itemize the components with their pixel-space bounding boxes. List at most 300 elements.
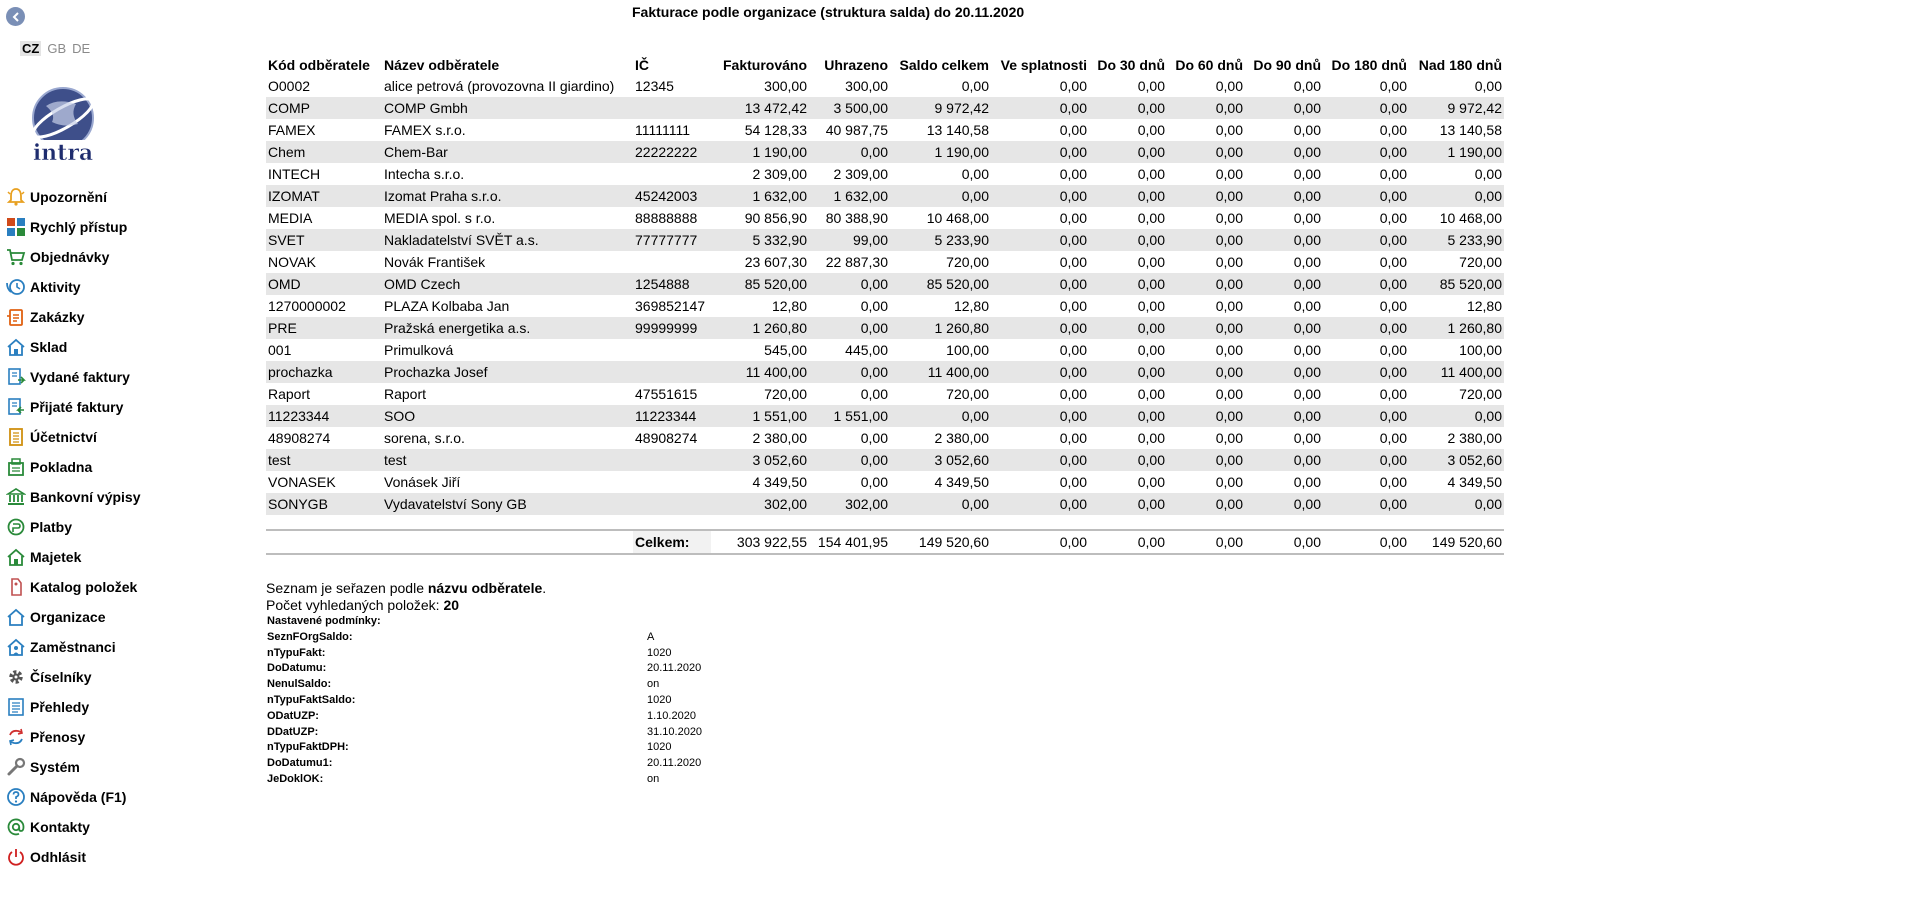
table-cell: Vonásek Jiří (384, 474, 461, 490)
table-cell: 0,00 (1409, 493, 1504, 515)
column-header[interactable]: Do 30 dnů (1097, 56, 1165, 73)
condition-value: 1020 (647, 646, 672, 659)
ledger-icon (5, 426, 27, 448)
table-cell: 1 190,00 (711, 141, 809, 163)
sidebar-item-prenosy[interactable] (0, 722, 240, 752)
table-cell: 99999999 (633, 317, 711, 339)
table-cell: 47551615 (635, 386, 698, 402)
table-cell (633, 471, 711, 493)
sidebar-item-label: Majetek (30, 549, 82, 565)
report-area (266, 54, 1504, 555)
condition-key: DoDatumu: (267, 662, 327, 675)
count-info (266, 597, 546, 614)
sidebar-item-rychly-pristup[interactable] (0, 212, 240, 242)
table-cell: 0,00 (1215, 254, 1243, 270)
table-cell: 720,00 (1459, 386, 1502, 402)
table-cell: 9 972,42 (1409, 97, 1504, 119)
table-cell: 0,00 (809, 361, 890, 383)
sidebar-item-aktivity[interactable] (0, 272, 240, 302)
table-cell: 22222222 (633, 141, 711, 163)
table-cell: 2 380,00 (1447, 430, 1502, 446)
table-cell: 0,00 (991, 229, 1089, 251)
table-cell: 0,00 (1059, 298, 1087, 314)
table-cell: 0,00 (1215, 166, 1243, 182)
table-cell: 0,00 (1379, 342, 1407, 358)
table-cell: 720,00 (764, 386, 807, 402)
table-cell: 80 388,90 (825, 210, 888, 226)
table-cell: 0,00 (860, 474, 888, 490)
table-header-row (266, 54, 1504, 75)
sidebar-item-kontakty[interactable] (0, 812, 240, 842)
table-cell: 0,00 (1059, 122, 1087, 138)
table-cell: 11111111 (635, 122, 691, 138)
table-cell: 1 260,80 (1409, 317, 1504, 339)
sidebar-item-napoveda[interactable] (0, 782, 240, 812)
sidebar-item-odhlasit[interactable] (0, 842, 240, 872)
table-cell: 0,00 (1059, 166, 1087, 182)
table-cell: 0,00 (1059, 386, 1087, 402)
table-cell: 0,00 (1167, 405, 1245, 427)
table-cell: COMP (266, 97, 382, 119)
sidebar-item-vydane-faktury[interactable] (0, 362, 240, 392)
table-cell: 0,00 (1379, 298, 1407, 314)
sidebar-item-label: Aktivity (30, 279, 81, 295)
condition-key: nTypuFakt: (267, 646, 326, 659)
table-cell: 22 887,30 (825, 254, 888, 270)
table-cell: 12,80 (771, 298, 807, 314)
table-cell: 0,00 (1137, 342, 1165, 358)
language-de[interactable]: DE (72, 41, 91, 56)
table-cell: 2 380,00 (934, 430, 989, 446)
sidebar-item-prehledy[interactable] (0, 692, 240, 722)
table-cell: 720,00 (1459, 254, 1502, 270)
table-cell: test (382, 449, 633, 471)
table-cell: 12,80 (1466, 298, 1502, 314)
table-cell (633, 361, 711, 383)
table-cell: 88888888 (635, 210, 698, 226)
sidebar-item-upozorneni[interactable] (0, 182, 240, 212)
table-cell: FAMEX (268, 122, 316, 138)
table-cell: 0,00 (1059, 210, 1087, 226)
table-cell: 99,00 (809, 229, 890, 251)
table-cell: 0,00 (1323, 97, 1409, 119)
power-icon (5, 846, 27, 868)
column-header[interactable]: IČ (635, 56, 649, 73)
employees-icon (5, 636, 27, 658)
conditions-title: Nastavené podmínky: (267, 615, 381, 627)
table-cell: 0,00 (1245, 141, 1323, 163)
sidebar-item-label: Katalog položek (30, 579, 138, 595)
column-header[interactable]: Saldo celkem (899, 56, 989, 73)
table-cell: 0,00 (961, 78, 989, 94)
total-value: 154 401,95 (817, 534, 888, 550)
column-header[interactable]: Název odběratele (384, 56, 500, 73)
totals-spacer (382, 531, 633, 553)
table-cell: 0,00 (1293, 298, 1321, 314)
sidebar-item-organizace[interactable] (0, 602, 240, 632)
condition-row (267, 661, 702, 677)
table-cell: 545,00 (764, 342, 807, 358)
table-cell: 0,00 (890, 493, 991, 515)
table-cell: 300,00 (764, 78, 807, 94)
sidebar-item-label: Objednávky (30, 249, 110, 265)
table-cell: 0,00 (1215, 210, 1243, 226)
sidebar-item-label: Vydané faktury (30, 369, 130, 385)
sidebar-item-pokladna[interactable] (0, 452, 240, 482)
help-icon (5, 786, 27, 808)
table-cell: 12,80 (953, 298, 989, 314)
table-cell: 0,00 (1245, 449, 1323, 471)
table-cell: 0,00 (1059, 254, 1087, 270)
table-cell: 445,00 (845, 342, 888, 358)
condition-value: 1020 (647, 741, 672, 754)
table-cell: 3 052,60 (711, 449, 809, 471)
sidebar-item-label: Přenosy (30, 729, 86, 745)
table-cell: 1 551,00 (809, 405, 890, 427)
table-cell (633, 493, 711, 515)
divider (266, 553, 1504, 555)
table-cell: 0,00 (1137, 430, 1165, 446)
table-cell: 40 987,75 (825, 122, 888, 138)
sidebar-item-zakazky[interactable] (0, 302, 240, 332)
table-cell: 11 400,00 (890, 361, 991, 383)
condition-value: 31.10.2020 (647, 725, 703, 738)
conditions-list (267, 614, 702, 788)
table-cell: 0,00 (1379, 166, 1407, 182)
table-cell: 0,00 (1167, 317, 1245, 339)
table-cell: 0,00 (1215, 122, 1243, 138)
table-cell: 0,00 (1379, 210, 1407, 226)
table-cell: OMD Czech (382, 273, 633, 295)
sidebar-item-platby[interactable] (0, 512, 240, 542)
sidebar-item-objednavky[interactable] (0, 242, 240, 272)
condition-key: nTypuFaktSaldo: (267, 693, 356, 706)
condition-row (267, 646, 702, 662)
total-value: 0,00 (1137, 534, 1165, 550)
house-icon (5, 336, 27, 358)
table-cell: 48908274 (635, 430, 698, 446)
table-cell: 0,00 (1215, 342, 1243, 358)
table-cell: 0,00 (1089, 97, 1167, 119)
at-icon (5, 816, 27, 838)
language-gb[interactable]: GB (47, 41, 67, 56)
organization-icon (5, 606, 27, 628)
table-cell: 0,00 (1323, 493, 1409, 515)
table-cell: 4 349,50 (752, 474, 807, 490)
table-cell: 85 520,00 (890, 273, 991, 295)
table-cell: Nakladatelství SVĚT a.s. (382, 229, 633, 251)
table-cell: 0,00 (1245, 273, 1323, 295)
table-cell: Izomat Praha s.r.o. (382, 185, 633, 207)
sidebar-item-label: Organizace (30, 609, 106, 625)
table-row[interactable] (266, 119, 1504, 141)
table-row[interactable] (266, 427, 1504, 449)
sidebar-item-bankovni-vypisy[interactable] (0, 482, 240, 512)
table-row[interactable] (266, 229, 1504, 251)
total-value: 149 520,60 (1431, 534, 1502, 550)
table-cell: 1 632,00 (711, 185, 809, 207)
sidebar-item-label: Přijaté faktury (30, 399, 124, 415)
condition-value: on (647, 678, 660, 691)
totals-row (266, 531, 1504, 553)
sidebar-item-label: Účetnictví (30, 429, 97, 445)
cashbox-icon (5, 456, 27, 478)
table-cell: 54 128,33 (744, 122, 807, 138)
sidebar-item-label: Upozornění (30, 189, 107, 205)
table-cell: 0,00 (1089, 229, 1167, 251)
language-cz[interactable]: CZ (22, 41, 40, 56)
table-cell: 0,00 (809, 317, 890, 339)
table-cell: Novák František (384, 254, 486, 270)
wrench-icon (5, 756, 27, 778)
table-cell: 0,00 (1323, 273, 1409, 295)
table-cell: 0,00 (809, 449, 890, 471)
table-cell: 0,00 (1323, 405, 1409, 427)
table-cell: 720,00 (946, 254, 989, 270)
table-row[interactable] (266, 273, 1504, 295)
sidebar-item-label: Odhlásit (30, 849, 87, 865)
condition-value: 20.11.2020 (647, 757, 702, 770)
column-header[interactable]: Fakturováno (722, 56, 807, 73)
table-cell: MEDIA (268, 210, 313, 226)
table-cell: PRE (266, 317, 382, 339)
table-cell (633, 163, 711, 185)
bank-icon (5, 486, 27, 508)
table-cell (633, 339, 711, 361)
column-header[interactable]: Uhrazeno (824, 56, 888, 73)
salda-table (266, 54, 1504, 515)
table-cell: 0,00 (991, 405, 1089, 427)
table-row[interactable] (266, 75, 1504, 97)
table-cell: 11223344 (266, 405, 382, 427)
table-cell: 0,00 (890, 405, 991, 427)
table-row[interactable] (266, 405, 1504, 427)
sort-key: názvu odběratele (427, 580, 543, 596)
table-cell: 0,00 (1089, 185, 1167, 207)
table-cell: 0,00 (991, 141, 1089, 163)
table-cell: 0,00 (1089, 493, 1167, 515)
sidebar-item-zamestnanci[interactable] (0, 632, 240, 662)
sidebar-item-ciselniky[interactable] (0, 662, 240, 692)
table-cell: Chem-Bar (382, 141, 633, 163)
table-cell: 0,00 (991, 493, 1089, 515)
property-icon (5, 546, 27, 568)
table-row[interactable] (266, 361, 1504, 383)
table-cell: 0,00 (1323, 317, 1409, 339)
sidebar-item-system[interactable] (0, 752, 240, 782)
table-cell: Primulková (384, 342, 454, 358)
table-cell: 0,00 (1293, 210, 1321, 226)
table-cell: 3 500,00 (809, 97, 890, 119)
table-cell: Vydavatelství Sony GB (382, 493, 633, 515)
condition-key: JeDoklOK: (267, 772, 324, 785)
table-cell: 0,00 (1293, 386, 1321, 402)
sidebar-item-label: Bankovní výpisy (30, 489, 141, 505)
table-cell: Pražská energetika a.s. (382, 317, 633, 339)
table-row[interactable] (266, 471, 1504, 493)
table-cell: 0,00 (1245, 97, 1323, 119)
total-value: 0,00 (1379, 534, 1407, 550)
table-cell: 1 190,00 (890, 141, 991, 163)
table-cell: 0,00 (1409, 405, 1504, 427)
total-value: 0,00 (1215, 534, 1243, 550)
table-cell: 0,00 (1059, 342, 1087, 358)
table-cell: 0,00 (1167, 449, 1245, 471)
table-cell: 0,00 (1089, 317, 1167, 339)
table-cell: 369852147 (635, 298, 706, 314)
table-row[interactable] (266, 185, 1504, 207)
column-header[interactable]: Nad 180 dnů (1418, 56, 1502, 73)
condition-row (267, 756, 702, 772)
table-cell: FAMEX s.r.o. (384, 122, 466, 138)
summary-notes (266, 580, 546, 614)
table-cell: 0,00 (991, 361, 1089, 383)
table-cell: 0,00 (1293, 430, 1321, 446)
table-cell: SONYGB (266, 493, 382, 515)
sidebar-item-sklad[interactable] (0, 332, 240, 362)
bell-icon (5, 186, 27, 208)
table-row[interactable] (266, 163, 1504, 185)
table-cell: 2 309,00 (833, 166, 888, 182)
condition-key: SeznFOrgSaldo: (267, 630, 353, 643)
condition-value: 1020 (647, 693, 672, 706)
column-header[interactable]: Kód odběratele (268, 56, 370, 73)
table-cell: 1270000002 (268, 298, 346, 314)
sidebar-item-label: Platby (30, 519, 73, 535)
table-cell: 5 233,90 (1409, 229, 1504, 251)
table-cell: 0,00 (1089, 361, 1167, 383)
table-cell: 85 520,00 (1409, 273, 1504, 295)
table-cell: 90 856,90 (744, 210, 807, 226)
table-cell: 0,00 (809, 141, 890, 163)
table-cell: IZOMAT (266, 185, 382, 207)
conditions-rows (267, 630, 702, 788)
column-header[interactable]: Do 60 dnů (1175, 56, 1243, 73)
table-cell: 1 260,80 (890, 317, 991, 339)
table-cell: 0,00 (1245, 317, 1323, 339)
table-cell: 0,00 (1379, 254, 1407, 270)
table-cell: MEDIA spol. s r.o. (384, 210, 496, 226)
table-cell: 0,00 (1379, 474, 1407, 490)
table-cell: 720,00 (946, 386, 989, 402)
table-cell: 0,00 (860, 386, 888, 402)
table-row[interactable] (266, 317, 1504, 339)
table-cell: alice petrová (provozovna II giardino) (384, 78, 615, 94)
table-cell: 0,00 (1245, 361, 1323, 383)
table-cell: 0,00 (1059, 78, 1087, 94)
sidebar-item-prijate-faktury[interactable] (0, 392, 240, 422)
table-cell: 300,00 (845, 78, 888, 94)
table-cell: 0,00 (1293, 254, 1321, 270)
table-cell: 0,00 (860, 298, 888, 314)
table-cell: 0,00 (1089, 449, 1167, 471)
condition-row (267, 630, 702, 646)
table-cell: INTECH (268, 166, 321, 182)
tag-icon (5, 576, 27, 598)
total-value: 0,00 (1059, 534, 1087, 550)
condition-value: 1.10.2020 (647, 709, 696, 722)
invoice-out-icon (5, 366, 27, 388)
column-header[interactable]: Do 90 dnů (1253, 56, 1321, 73)
logo-text: intra (32, 140, 94, 164)
table-cell: 0,00 (890, 185, 991, 207)
column-header[interactable]: Do 180 dnů (1331, 56, 1407, 73)
condition-row (267, 772, 702, 788)
condition-value: A (647, 630, 655, 643)
table-cell: 13 472,42 (711, 97, 809, 119)
table-cell: COMP Gmbh (382, 97, 633, 119)
table-row[interactable] (266, 493, 1504, 515)
table-cell: 302,00 (809, 493, 890, 515)
transfer-icon (5, 726, 27, 748)
clock-phone-icon (5, 276, 27, 298)
page-title: Fakturace podle organizace (struktura salda) do 20.11.2020 (632, 4, 1025, 20)
column-header[interactable]: Ve splatnosti (1000, 56, 1087, 73)
table-row[interactable] (266, 97, 1504, 119)
table-cell: 11 400,00 (1409, 361, 1504, 383)
table-cell: sorena, s.r.o. (384, 430, 465, 446)
table-row[interactable] (266, 339, 1504, 361)
count-value: 20 (443, 597, 460, 613)
table-cell: 0,00 (1215, 298, 1243, 314)
table-cell: 0,00 (1059, 430, 1087, 446)
table-body (266, 75, 1504, 515)
table-cell: 0,00 (1293, 342, 1321, 358)
table-cell: 0,00 (991, 185, 1089, 207)
table-row[interactable] (266, 449, 1504, 471)
table-cell: 0,00 (1323, 449, 1409, 471)
condition-value: on (647, 772, 660, 785)
total-value: 149 520,60 (918, 534, 989, 550)
table-cell: 23 607,30 (744, 254, 807, 270)
table-cell: 13 140,58 (926, 122, 989, 138)
sidebar-item-ucetnictvi[interactable] (0, 422, 240, 452)
table-cell: 0,00 (1137, 78, 1165, 94)
table-cell: Raport (384, 386, 427, 402)
table-cell: 0,00 (1059, 474, 1087, 490)
table-cell: 100,00 (1459, 342, 1502, 358)
table-cell: 85 520,00 (711, 273, 809, 295)
condition-row (267, 693, 702, 709)
table-row[interactable] (266, 295, 1504, 317)
sort-info (266, 580, 546, 597)
table-cell: 302,00 (711, 493, 809, 515)
sidebar-item-majetek[interactable] (0, 542, 240, 572)
table-row[interactable] (266, 383, 1504, 405)
clipboard-icon (5, 306, 27, 328)
table-cell: SOO (382, 405, 633, 427)
table-cell: SVET (266, 229, 382, 251)
condition-row (267, 725, 702, 741)
sidebar-nav (0, 182, 240, 872)
table-cell: Chem (266, 141, 382, 163)
table-cell: 0,00 (1167, 361, 1245, 383)
condition-row (267, 709, 702, 725)
back-button[interactable] (6, 7, 25, 26)
table-row[interactable] (266, 207, 1504, 229)
sidebar-item-label: Nápověda (F1) (30, 789, 127, 805)
table-row[interactable] (266, 251, 1504, 273)
sort-prefix: Seznam je seřazen podle (266, 580, 428, 596)
table-row[interactable] (266, 141, 1504, 163)
table-cell: 4 349,50 (934, 474, 989, 490)
table-cell: 12345 (635, 78, 674, 94)
sidebar-item-katalog-polozek[interactable] (0, 572, 240, 602)
total-value: 0,00 (1293, 534, 1321, 550)
condition-key: DDatUZP: (267, 725, 319, 738)
table-cell: 0,00 (1245, 493, 1323, 515)
table-cell: 0,00 (1167, 141, 1245, 163)
